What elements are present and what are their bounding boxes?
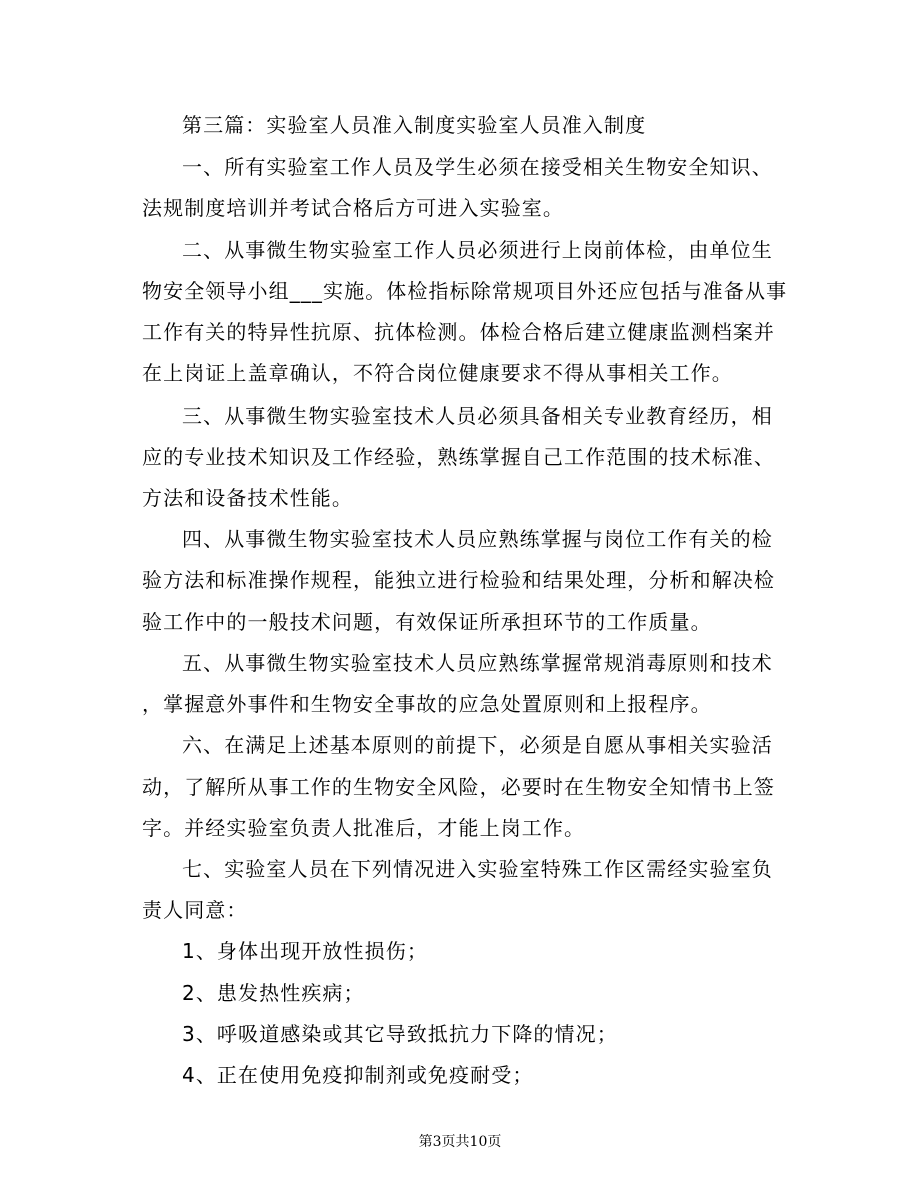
page-number: 第3页共10页 <box>418 1134 502 1150</box>
text-line: 二、从事微生物实验室工作人员必须进行上岗前体检，由单位生 <box>182 238 773 262</box>
text-line: 动，了解所从事工作的生物安全风险，必要时在生物安全知情书上签 <box>142 775 775 799</box>
text-line: 在上岗证上盖章确认，不符合岗位健康要求不得从事相关工作。 <box>142 361 733 385</box>
text-line: 物安全领导小组___实施。体检指标除常规项目外还应包括与准备从事 <box>142 279 788 303</box>
section-title: 第三篇：实验室人员准入制度实验室人员准入制度 <box>182 113 647 137</box>
text-line: 七、实验室人员在下列情况进入实验室特殊工作区需经实验室负 <box>182 857 773 881</box>
text-line: 方法和设备技术性能。 <box>142 486 353 510</box>
text-line: 法规制度培训并考试合格后方可进入实验室。 <box>142 196 564 220</box>
text-line: 四、从事微生物实验室技术人员应熟练掌握与岗位工作有关的检 <box>182 527 773 551</box>
list-item: 2、患发热性疾病； <box>182 981 365 1005</box>
text-line: 验工作中的一般技术问题，有效保证所承担环节的工作质量。 <box>142 610 712 634</box>
text-line: 五、从事微生物实验室技术人员应熟练掌握常规消毒原则和技术 <box>182 651 773 675</box>
text-line: 验方法和标准操作规程，能独立进行检验和结果处理，分析和解决检 <box>142 568 775 592</box>
list-item: 4、正在使用免疫抑制剂或免疫耐受； <box>182 1063 534 1087</box>
text-line: 一、所有实验室工作人员及学生必须在接受相关生物安全知识、 <box>182 155 773 179</box>
text-line: 六、在满足上述基本原则的前提下，必须是自愿从事相关实验活 <box>182 733 773 757</box>
list-item: 1、身体出现开放性损伤； <box>182 939 428 963</box>
text-line: 三、从事微生物实验室技术人员必须具备相关专业教育经历，相 <box>182 404 773 428</box>
text-line: 责人同意： <box>142 898 248 922</box>
list-item: 3、呼吸道感染或其它导致抵抗力下降的情况； <box>182 1022 618 1046</box>
text-line: ，掌握意外事件和生物安全事故的应急处置原则和上报程序。 <box>142 692 712 716</box>
text-line: 工作有关的特异性抗原、抗体检测。体检合格后建立健康监测档案并 <box>142 320 775 344</box>
text-line: 字。并经实验室负责人批准后，才能上岗工作。 <box>142 816 586 840</box>
text-line: 应的专业技术知识及工作经验，熟练掌握自己工作范围的技术标准、 <box>142 445 775 469</box>
